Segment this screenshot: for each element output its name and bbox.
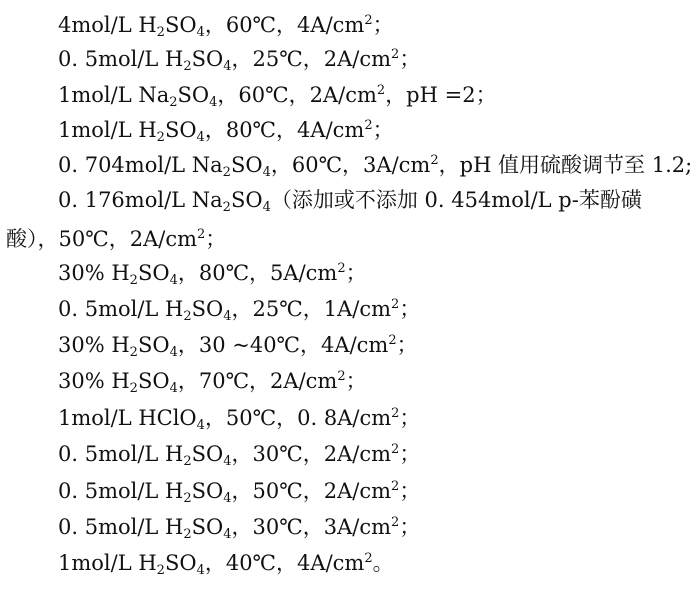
text-segment: 1mol/L HClO	[58, 406, 197, 430]
text-segment: ；	[399, 47, 421, 71]
subscript: 4	[223, 454, 232, 469]
text-segment: ，pH =2；	[385, 83, 497, 107]
text-segment: 0. 5mol/L H	[58, 479, 184, 503]
text-segment: 30% H	[58, 261, 130, 285]
subscript: 2	[222, 200, 231, 215]
subscript: 4	[196, 563, 205, 578]
superscript: 2	[391, 515, 400, 530]
text-segment: ；	[205, 227, 227, 251]
text-segment: ，30℃，2A/cm	[231, 442, 392, 466]
subscript: 2	[129, 381, 138, 396]
text-line	[58, 117, 394, 143]
text-segment: （添加或不添加 0. 454mol/L p-苯酚磺	[270, 188, 642, 212]
subscript: 4	[262, 165, 271, 180]
text-line	[58, 12, 394, 38]
text-segment: 。	[372, 551, 394, 575]
superscript: 2	[337, 261, 346, 276]
subscript: 2	[169, 95, 178, 110]
text-segment: 4mol/L H	[58, 13, 157, 37]
text-segment: 酸），50℃，2A/cm	[6, 227, 197, 251]
subscript: 4	[223, 527, 232, 542]
text-segment: ，pH 值用硫酸调节至 1.2;	[438, 153, 692, 177]
text-segment: ，50℃，2A/cm	[231, 479, 392, 503]
text-segment: SO	[137, 333, 170, 357]
superscript: 2	[391, 479, 400, 494]
text-segment: SO	[191, 47, 224, 71]
text-segment: ；	[399, 406, 421, 430]
superscript: 2	[197, 227, 206, 242]
subscript: 4	[223, 309, 232, 324]
text-line	[58, 514, 420, 540]
text-segment: ；	[399, 479, 421, 503]
text-line	[58, 405, 420, 431]
text-line	[58, 296, 420, 322]
subscript: 4	[209, 95, 218, 110]
subscript: 2	[156, 130, 165, 145]
superscript: 2	[388, 333, 397, 348]
text-segment: ；	[372, 13, 394, 37]
text-segment: 30% H	[58, 333, 130, 357]
text-segment: 0. 5mol/L H	[58, 47, 184, 71]
text-segment: SO	[191, 479, 224, 503]
subscript: 2	[183, 309, 192, 324]
text-segment: 0. 5mol/L H	[58, 297, 184, 321]
text-segment: ；	[345, 261, 367, 285]
text-segment: SO	[191, 515, 224, 539]
text-segment: SO	[230, 153, 263, 177]
text-segment: SO	[230, 188, 263, 212]
subscript: 4	[169, 381, 178, 396]
superscript: 2	[364, 118, 373, 133]
superscript: 2	[376, 83, 386, 98]
text-segment: 0. 176mol/L Na	[58, 188, 223, 212]
superscript: 2	[430, 153, 439, 168]
subscript: 2	[156, 25, 165, 40]
text-segment: SO	[164, 118, 197, 142]
text-segment: ，60℃，2A/cm	[217, 83, 377, 107]
text-segment: SO	[191, 442, 224, 466]
text-segment: ，60℃，4A/cm	[204, 13, 365, 37]
subscript: 4	[169, 273, 178, 288]
text-line	[58, 478, 420, 504]
text-segment: SO	[177, 83, 210, 107]
subscript: 2	[183, 59, 192, 74]
superscript: 2	[337, 369, 346, 384]
text-segment: ，25℃，1A/cm	[231, 297, 392, 321]
text-line	[58, 550, 394, 576]
subscript: 4	[169, 345, 178, 360]
superscript: 2	[391, 297, 400, 312]
subscript: 2	[156, 563, 165, 578]
text-segment: SO	[164, 13, 197, 37]
text-line	[58, 82, 497, 108]
text-segment: ，80℃，5A/cm	[177, 261, 338, 285]
text-line	[58, 441, 420, 467]
superscript: 2	[364, 13, 373, 28]
text-segment: ；	[372, 118, 394, 142]
text-segment: ，80℃，4A/cm	[204, 118, 365, 142]
superscript: 2	[391, 47, 400, 62]
text-segment: SO	[164, 551, 197, 575]
text-segment: ，30 ~40℃，4A/cm	[177, 333, 389, 357]
text-segment: 0. 5mol/L H	[58, 442, 184, 466]
subscript: 2	[129, 273, 138, 288]
subscript: 4	[262, 200, 271, 215]
text-segment: 1mol/L Na	[58, 83, 170, 107]
text-segment: ；	[396, 333, 418, 357]
text-segment: ；	[399, 297, 421, 321]
text-segment: SO	[137, 261, 170, 285]
text-segment: ，25℃，2A/cm	[231, 47, 392, 71]
subscript: 2	[222, 165, 231, 180]
text-segment: ，70℃，2A/cm	[177, 369, 338, 393]
text-line	[58, 152, 692, 178]
text-segment: SO	[137, 369, 170, 393]
text-segment: 0. 704mol/L Na	[58, 153, 223, 177]
superscript: 2	[391, 442, 400, 457]
subscript: 4	[223, 59, 232, 74]
text-segment: ，30℃，3A/cm	[231, 515, 392, 539]
text-line	[58, 368, 367, 394]
text-segment: 1mol/L H	[58, 118, 157, 142]
text-segment: ，60℃，3A/cm	[270, 153, 431, 177]
subscript: 2	[183, 491, 192, 506]
superscript: 2	[364, 551, 373, 566]
text-segment: ，40℃，4A/cm	[204, 551, 365, 575]
text-segment: ；	[345, 369, 367, 393]
subscript: 4	[196, 25, 205, 40]
text-line	[58, 332, 418, 358]
text-segment: SO	[191, 297, 224, 321]
text-segment: ；	[399, 515, 421, 539]
superscript: 2	[391, 406, 400, 421]
text-segment: 0. 5mol/L H	[58, 515, 184, 539]
text-segment: 1mol/L H	[58, 551, 157, 575]
text-line	[6, 226, 226, 252]
text-line	[58, 187, 642, 213]
text-line	[58, 260, 367, 286]
subscript: 4	[196, 130, 205, 145]
subscript: 2	[183, 527, 192, 542]
subscript: 2	[183, 454, 192, 469]
text-segment: ，50℃，0. 8A/cm	[204, 406, 392, 430]
text-segment: ；	[399, 442, 421, 466]
subscript: 2	[129, 345, 138, 360]
text-line	[58, 46, 420, 72]
text-segment: 30% H	[58, 369, 130, 393]
subscript: 4	[196, 418, 205, 433]
subscript: 4	[223, 491, 232, 506]
